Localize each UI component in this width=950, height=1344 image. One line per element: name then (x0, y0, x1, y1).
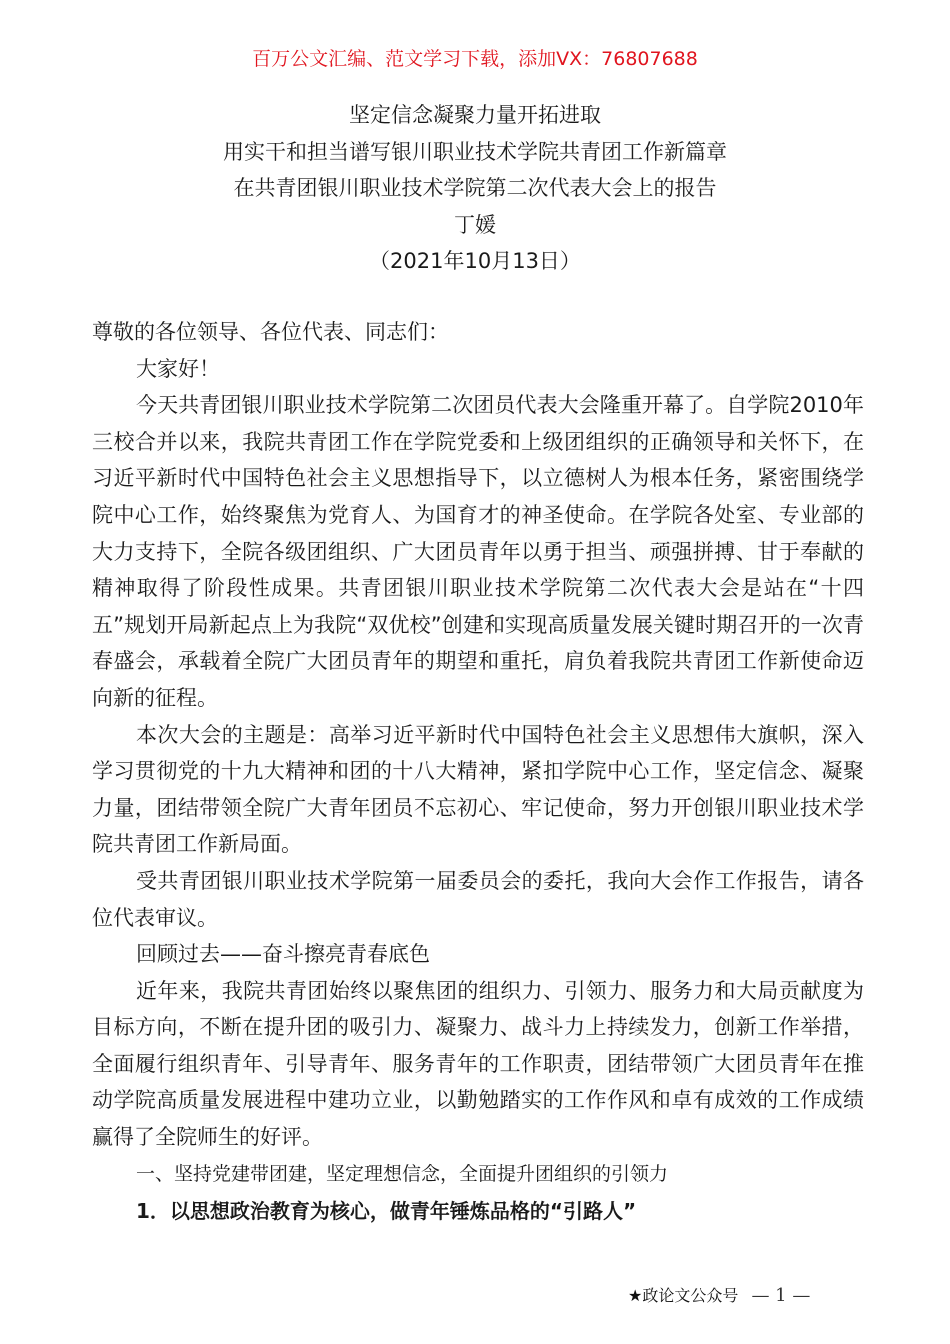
author: 丁媛 (454, 212, 496, 237)
salutation: 尊敬的各位领导、各位代表、同志们： (92, 320, 449, 344)
page-footer (628, 1284, 810, 1308)
main-title: 坚定信念凝聚力量开拓进取 (349, 103, 601, 127)
report-date: （2021年10月13日） (369, 249, 581, 273)
section-heading: 一、坚持党建带团建，坚定理想信念，全面提升团组织的引领力 (136, 1162, 669, 1185)
paragraph-theme: 本次大会的主题是：高举习近平新时代中国特色社会主义思想伟大旗帜，深入学习贯彻党的十九大精神和团的十八大精神，紧扣学院中心工作，坚定信念、凝聚力量，团结带领全院广大青年团员不忘初心、牢记使命，努力开创银川职业技术学院共青团工作新局面。 (92, 722, 864, 857)
paragraph-review: 近年来，我院共青团始终以聚焦团的组织力、引领力、服务力和大局贡献度为目标方向，不断在提升团的吸引力、凝聚力、战斗力上持续发力，创新工作举措，全面履行组织青年、引导青年、服务青年的工作职责，团结带领广大团员青年在推动学院高质量发展进程中建功立业，以勤勉踏实的工作作风和卓有成效的工作成绩赢得了全院师生的好评。 (92, 978, 864, 1150)
paragraph-opening: 今天共青团银川职业技术学院第二次团员代表大会隆重开幕了。自学院2010年三校合并以来，我院共青团工作在学院党委和上级团组织的正确领导和关怀下，在习近平新时代中国特色社会主义思想指导下，以立德树人为根本任务，紧密围绕学院中心工作，始终聚焦为党育人、为国育才的神圣使命。在学院各处室、专业部的大力支持下，全院各级团组织、广大团员青年以勇于担当、顽强拼搏、甘于奉献的精神取得了阶段性成果。共青团银川职业技术学院第二次代表大会是站在“十四五”规划开局新起点上为我院“双优校”创建和实现高质量发展关键时期召开的一次青春盛会，承载着全院广大团员青年的期望和重托，肩负着我院共青团工作新使命迈向新的征程。 (92, 393, 864, 710)
part-heading: 回顾过去——奋斗擦亮青春底色 (136, 942, 430, 967)
title-block (0, 97, 950, 280)
subtitle: 用实干和担当谱写银川职业技术学院共青团工作新篇章 (223, 139, 727, 164)
page-number: — 1 — (751, 1285, 811, 1306)
watermark-banner: 百万公文汇编、范文学习下载，添加VX：76807688 (252, 48, 698, 70)
subsection-heading: 1．以思想政治教育为核心，做青年锤炼品格的“引路人” (136, 1199, 637, 1224)
report-occasion: 在共青团银川职业技术学院第二次代表大会上的报告 (233, 176, 717, 200)
document-body (92, 314, 864, 1230)
greeting: 大家好！ (136, 356, 220, 381)
footer-source: ★政论文公众号 (628, 1286, 739, 1305)
paragraph-commission: 受共青团银川职业技术学院第一届委员会的委托，我向大会作工作报告，请各位代表审议。 (92, 868, 864, 930)
